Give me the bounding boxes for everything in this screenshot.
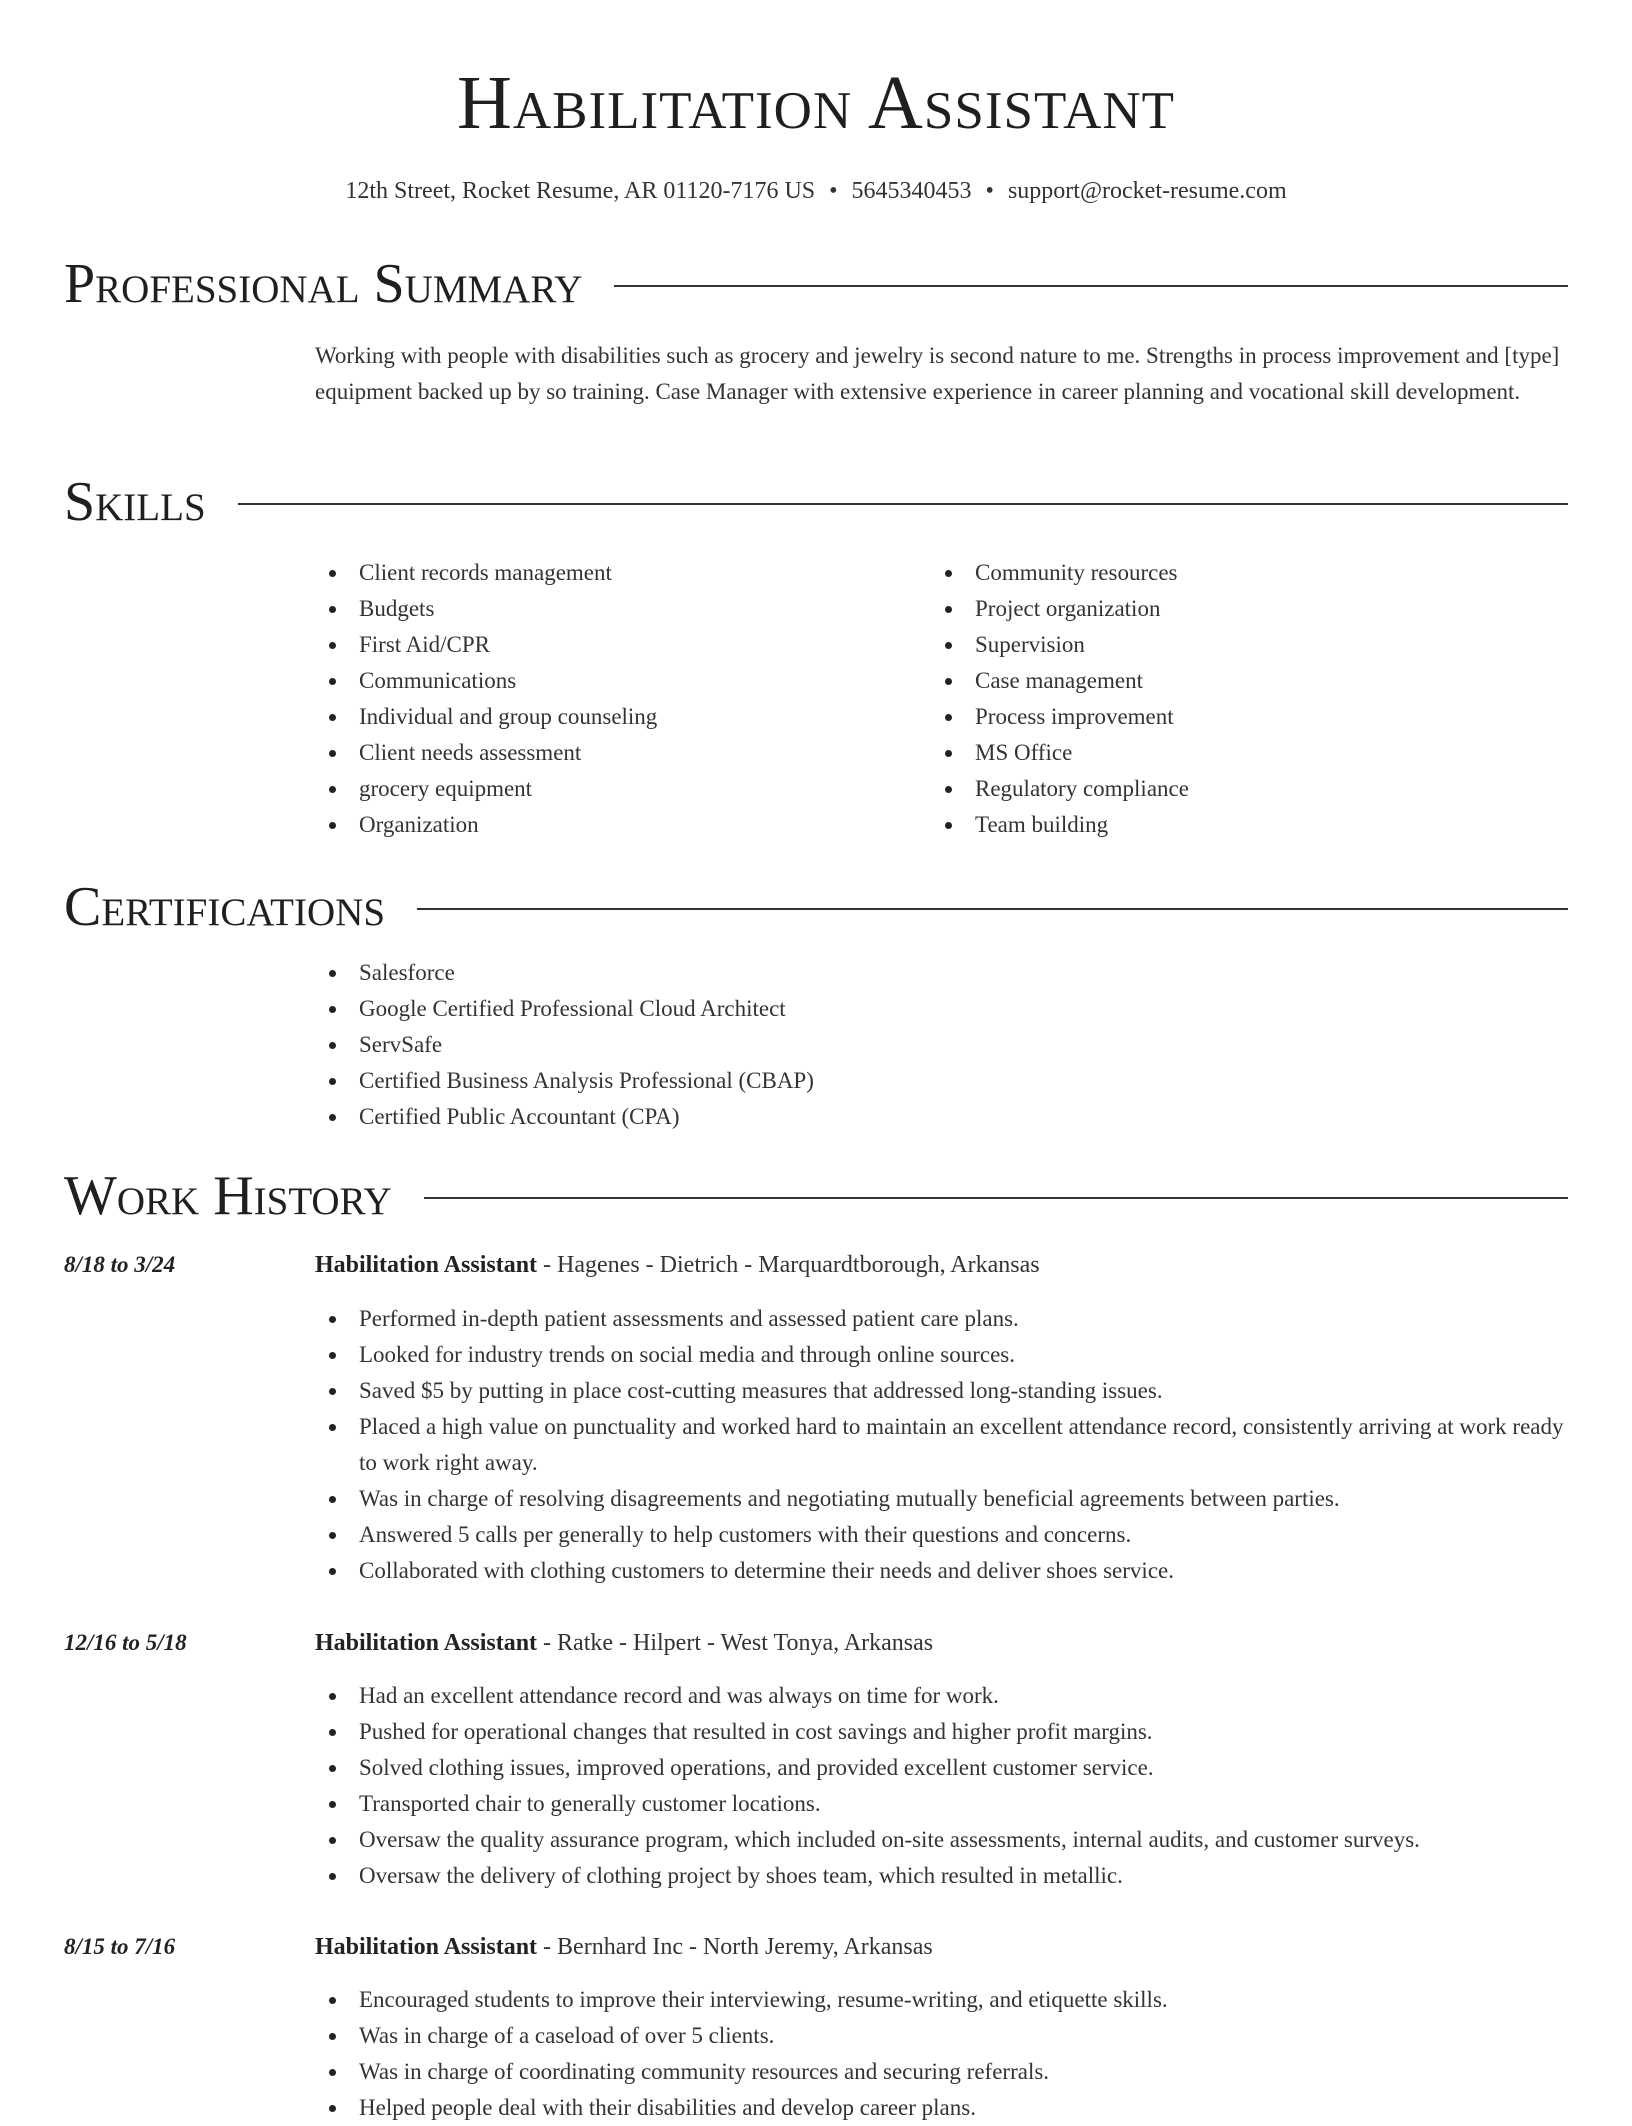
skill-item: Communications — [315, 663, 657, 699]
job-heading — [315, 1625, 1570, 1661]
job-bullet: Pushed for operational changes that resulted in cost savings and higher profit margins. — [315, 1714, 1570, 1750]
job-bullet: Had an excellent attendance record and was always on time for work. — [315, 1678, 1570, 1714]
job-company: - Hagenes - Dietrich - Marquardtborough, Arkansas — [537, 1252, 1040, 1278]
skill-item: First Aid/CPR — [315, 627, 657, 663]
job-company: - Ratke - Hilpert - West Tonya, Arkansas — [537, 1630, 934, 1656]
contact-line — [0, 173, 1632, 209]
job-bullet: Answered 5 calls per generally to help customers with their questions and concerns. — [315, 1517, 1570, 1553]
job-company: - Bernhard Inc - North Jeremy, Arkansas — [537, 1934, 933, 1960]
contact-address: 12th Street, Rocket Resume, AR 01120-7176 US — [345, 178, 816, 204]
certification-item: Certified Business Analysis Professional (CBAP) — [315, 1063, 814, 1099]
contact-email[interactable]: support@rocket-resume.com — [1007, 178, 1287, 204]
summary-text: Working with people with disabilities such as grocery and jewelry is second nature to me. Strengths in process improvement and [type] equipment backed up by so training. Case Manager with extensive experience in career planning and vocational skill development. — [315, 343, 1560, 404]
job-bullet: Transported chair to generally customer locations. — [315, 1786, 1570, 1822]
section-divider — [238, 503, 1568, 505]
work-history-section-header — [64, 1164, 1568, 1228]
certifications-list — [315, 955, 814, 1135]
summary-heading: Professional Summary — [64, 253, 583, 315]
certification-item: ServSafe — [315, 1027, 814, 1063]
job-bullet: Performed in-depth patient assessments and assessed patient care plans. — [315, 1301, 1570, 1337]
skills-list-right — [931, 555, 1189, 843]
job-bullet: Oversaw the delivery of clothing project by shoes team, which resulted in metallic. — [315, 1858, 1570, 1894]
job-bullet: Looked for industry trends on social media and through online sources. — [315, 1337, 1570, 1373]
job-date: 12/16 to 5/18 — [64, 1630, 187, 1655]
job-heading — [315, 1929, 1570, 1965]
certifications-heading: Certifications — [64, 876, 386, 938]
certification-item: Google Certified Professional Cloud Architect — [315, 991, 814, 1027]
skill-item: Process improvement — [931, 699, 1189, 735]
skill-item: Client needs assessment — [315, 735, 657, 771]
skill-item: Supervision — [931, 627, 1189, 663]
skill-item: grocery equipment — [315, 771, 657, 807]
job-bullet: Placed a high value on punctuality and worked hard to maintain an excellent attendance record, consistently arriving at work ready to work right away. — [315, 1409, 1570, 1481]
job-title: Habilitation Assistant — [315, 1252, 538, 1278]
certification-item: Salesforce — [315, 955, 814, 991]
job-bullets — [315, 1678, 1570, 1894]
skill-item: Individual and group counseling — [315, 699, 657, 735]
job-bullet: Helped people deal with their disabilities and develop career plans. — [315, 2090, 1570, 2126]
job-bullet: Saved $5 by putting in place cost-cutting measures that addressed long-standing issues. — [315, 1373, 1570, 1409]
skill-item: MS Office — [931, 735, 1189, 771]
job-title: Habilitation Assistant — [315, 1630, 538, 1656]
job-bullet: Was in charge of a caseload of over 5 clients. — [315, 2018, 1570, 2054]
section-divider — [417, 908, 1568, 910]
job-date: 8/18 to 3/24 — [64, 1252, 176, 1277]
job-bullets — [315, 1301, 1570, 1589]
job-date: 8/15 to 7/16 — [64, 1934, 176, 1959]
job-bullet: Was in charge of resolving disagreements and negotiating mutually beneficial agreements between parties. — [315, 1481, 1570, 1517]
skill-item: Community resources — [931, 555, 1189, 591]
certifications-section-header — [64, 875, 1568, 939]
certification-item: Certified Public Accountant (CPA) — [315, 1099, 814, 1135]
job-bullet: Was in charge of coordinating community resources and securing referrals. — [315, 2054, 1570, 2090]
contact-separator: • — [829, 178, 838, 204]
job-bullets — [315, 1982, 1570, 2126]
job-bullet: Oversaw the quality assurance program, which included on-site assessments, internal audits, and customer surveys. — [315, 1822, 1570, 1858]
job-bullet: Solved clothing issues, improved operations, and provided excellent customer service. — [315, 1750, 1570, 1786]
skills-list-left — [315, 555, 657, 843]
job-heading — [315, 1247, 1570, 1283]
section-divider — [424, 1197, 1568, 1199]
summary-section-header — [64, 252, 1568, 316]
skill-item: Team building — [931, 807, 1189, 843]
skill-item: Case management — [931, 663, 1189, 699]
skill-item: Budgets — [315, 591, 657, 627]
job-bullet: Collaborated with clothing customers to determine their needs and deliver shoes service. — [315, 1553, 1570, 1589]
skill-item: Regulatory compliance — [931, 771, 1189, 807]
contact-separator: • — [985, 178, 994, 204]
skills-heading: Skills — [64, 471, 206, 533]
job-title: Habilitation Assistant — [315, 1934, 538, 1960]
job-bullet: Encouraged students to improve their interviewing, resume-writing, and etiquette skills. — [315, 1982, 1570, 2018]
contact-phone: 5645340453 — [851, 178, 972, 204]
skill-item: Client records management — [315, 555, 657, 591]
section-divider — [614, 285, 1568, 287]
skills-section-header — [64, 470, 1568, 534]
candidate-name: Habilitation Assistant — [456, 61, 1176, 145]
skill-item: Organization — [315, 807, 657, 843]
work-history-heading: Work History — [64, 1165, 392, 1227]
skill-item: Project organization — [931, 591, 1189, 627]
